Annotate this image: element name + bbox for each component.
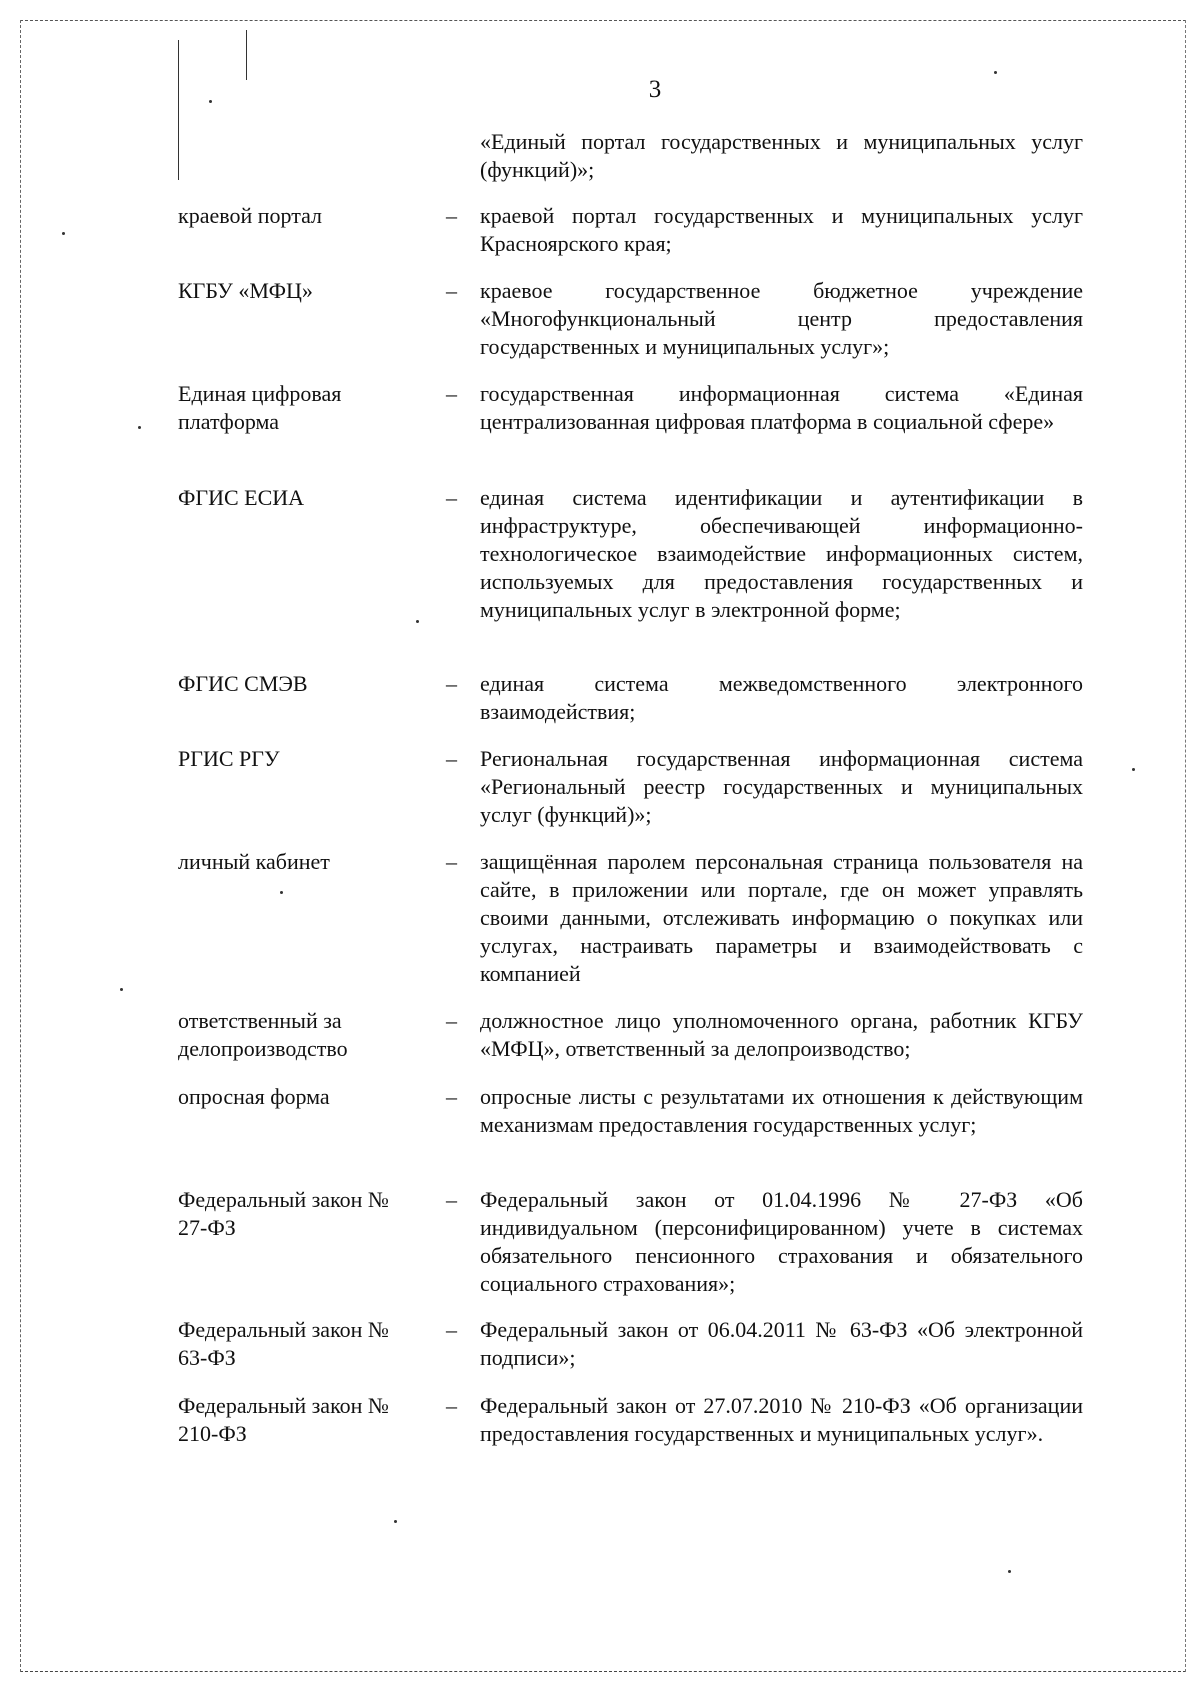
entry-dash: – (446, 1008, 457, 1033)
glossary-term: опросная форма (178, 1084, 330, 1109)
page-number: 3 (648, 76, 662, 103)
glossary-definition: краевое государственное бюджетное учреждение «Многофункциональный центр предоставления государственных и муниципальных услуг»; (480, 278, 1083, 359)
glossary-term: краевой портал (178, 203, 323, 228)
glossary-definition: должностное лицо уполномоченного органа, работник КГБУ «МФЦ», ответственный за делопроизводство; (480, 1008, 1083, 1061)
glossary-term: личный кабинет (178, 849, 330, 874)
scan-speck (280, 891, 283, 894)
scan-border-bottom (20, 1671, 1186, 1672)
glossary-definition: опросные листы с результатами их отношения к действующим механизмам предоставления государственных услуг; (480, 1084, 1083, 1137)
entry-dash: – (446, 485, 457, 510)
scan-speck (394, 1520, 397, 1523)
scan-speck (1008, 1570, 1011, 1573)
glossary-term: ФГИС СМЭВ (178, 671, 308, 696)
glossary-definition: Федеральный закон от 01.04.1996 № 27-ФЗ «Об индивидуальном (персонифицированном) учете в системах обязательного пенсионного страхования и обязательного социального страхования»; (480, 1187, 1083, 1296)
scan-speck (1132, 768, 1135, 771)
glossary-term: КГБУ «МФЦ» (178, 278, 313, 303)
entry-dash: – (446, 1187, 457, 1212)
glossary-term: ФГИС ЕСИА (178, 485, 305, 510)
glossary-definition: единая система идентификации и аутентификации в инфраструктуре, обеспечивающей информационно-технологическое взаимодействие информационных систем, используемых для предоставления государственных и муниципальных услуг в электронной форме; (480, 485, 1083, 622)
entry-dash: – (446, 203, 457, 228)
scan-speck (138, 426, 141, 429)
entry-dash: – (446, 1317, 457, 1342)
scan-speck (209, 100, 212, 103)
scan-speck (120, 988, 123, 991)
entry-dash: – (446, 746, 457, 771)
binder-mark (246, 30, 247, 80)
entry-dash: – (446, 671, 457, 696)
entry-dash: – (446, 1084, 457, 1109)
entry-dash: – (446, 278, 457, 303)
glossary-definition: Региональная государственная информационная система «Региональный реестр государственных и муниципальных услуг (функций)»; (480, 746, 1083, 827)
scan-speck (416, 620, 419, 623)
glossary-term: Федеральный закон № 27-ФЗ (178, 1187, 389, 1240)
entry-dash: – (446, 849, 457, 874)
glossary-definition: защищённая паролем персональная страница пользователя на сайте, в приложении или портале, где он может управлять своими данными, отслеживать информацию о покупках или услугах, настраивать параметры и взаимодействовать с компанией (480, 849, 1083, 986)
entry-dash: – (446, 1393, 457, 1418)
glossary-definition: государственная информационная система «Единая централизованная цифровая платформа в социальной сфере» (480, 381, 1083, 434)
glossary-definition: единая система межведомственного электронного взаимодействия; (480, 671, 1083, 724)
binder-mark (178, 40, 179, 180)
entry-dash: – (446, 381, 457, 406)
glossary-term: ответственный за делопроизводство (178, 1008, 348, 1061)
scan-speck (994, 71, 997, 74)
scan-border-left (20, 20, 21, 1672)
glossary-definition: Федеральный закон от 06.04.2011 № 63-ФЗ «Об электронной подписи»; (480, 1317, 1083, 1370)
scan-border-top (20, 20, 1186, 21)
glossary-term: РГИС РГУ (178, 746, 280, 771)
glossary-term: Единая цифровая платформа (178, 381, 342, 434)
scan-speck (62, 232, 65, 235)
glossary-definition: краевой портал государственных и муниципальных услуг Красноярского края; (480, 203, 1083, 256)
glossary-term: Федеральный закон № 63-ФЗ (178, 1317, 389, 1370)
glossary-term: Федеральный закон № 210-ФЗ (178, 1393, 389, 1446)
scan-border-right (1185, 20, 1186, 1672)
intro-definition: «Единый портал государственных и муниципальных услуг (функций)»; (480, 129, 1083, 182)
glossary-definition: Федеральный закон от 27.07.2010 № 210-ФЗ «Об организации предоставления государственных и муниципальных услуг». (480, 1393, 1083, 1446)
